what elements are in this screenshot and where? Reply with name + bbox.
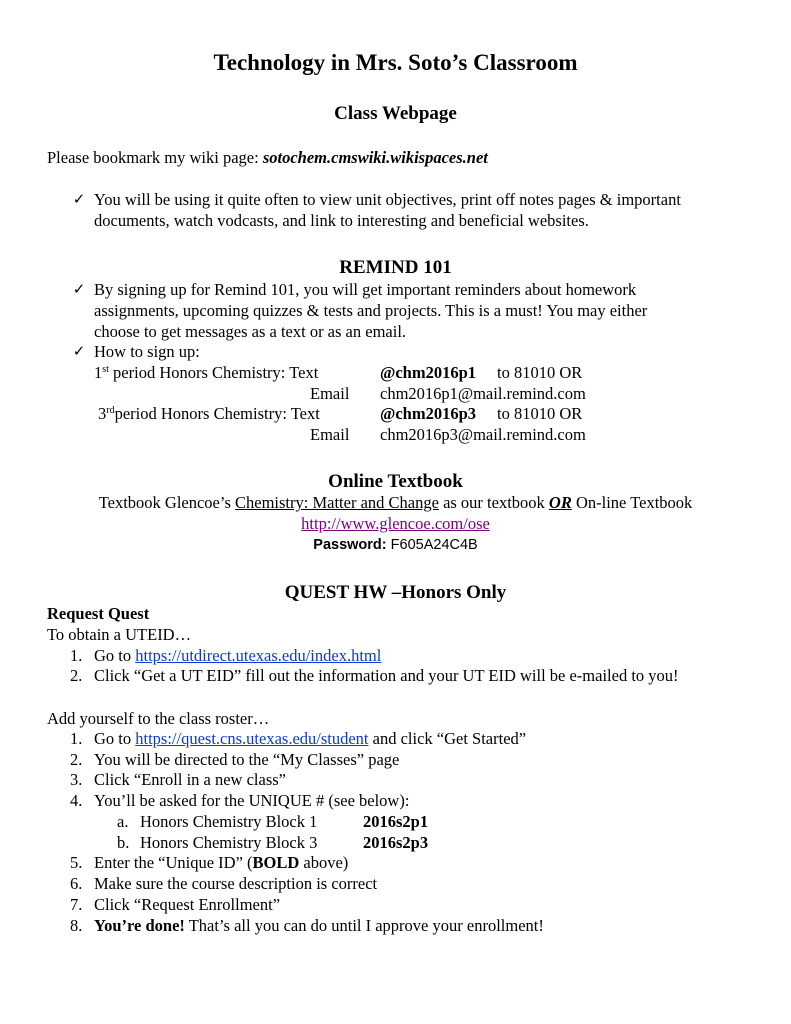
roster-step-6: Make sure the course description is correct [94,874,378,893]
password-label: Password: [313,537,387,553]
quest-heading: QUEST HW –Honors Only [284,582,507,603]
bookmark-prefix: Please bookmark my wiki page: [47,148,259,167]
request-quest-heading: Request Quest [47,604,150,623]
textbook-line: Textbook Glencoe’s Chemistry: Matter and Change as our textbook OR On-line Textbook [98,493,693,512]
page-title: Technology in Mrs. Soto’s Classroom [213,50,578,75]
checkmark-icon: ✓ [72,190,86,208]
signup-heading: How to sign up: [94,342,200,361]
unique-code: 2016s2p1 [363,812,429,831]
unique-code: 2016s2p3 [363,833,429,852]
roster-step-8: You’re done! That’s all you can do until I approve your enrollment! [94,916,544,935]
textbook-url-link[interactable]: http://www.glencoe.com/ose [301,514,490,533]
period3-code: @chm2016p3 [380,404,477,423]
roster-step-num: 1. [70,729,83,748]
bookmark-line [47,150,488,167]
obtain-step-2: Click “Get a UT EID” fill out the information and your UT EID will be e-mailed to you! [94,666,679,685]
obtain-step-1: Go to https://utdirect.utexas.edu/index.html [94,646,382,665]
period1-text-label: 1st period Honors Chemistry: Text [94,363,319,382]
checkmark-icon: ✓ [72,280,86,298]
unique-label: Honors Chemistry Block 3 [140,833,318,852]
period1-email-label: Email [310,384,350,403]
quest-student-link[interactable]: https://quest.cns.utexas.edu/student [135,729,369,748]
checkmark-icon: ✓ [72,342,86,360]
book-title: Chemistry: Matter and Change [235,493,439,512]
unique-letter: b. [117,833,130,852]
roster-step-1: Go to https://quest.cns.utexas.edu/student and click “Get Started” [94,729,527,748]
webpage-bullet-line-2: documents, watch vodcasts, and link to interesting and beneficial websites. [94,211,589,230]
remind-bullet-line-2: assignments, upcoming quizzes & tests and projects. This is a must! You may either [94,301,648,320]
roster-step-num: 2. [70,750,83,769]
period3-email: chm2016p3@mail.remind.com [380,425,586,444]
unique-letter: a. [117,812,129,831]
period1-to: to 81010 OR [497,363,583,382]
roster-step-4: You’ll be asked for the UNIQUE # (see below): [94,791,410,810]
roster-step-num: 6. [70,874,83,893]
unique-label: Honors Chemistry Block 1 [140,812,318,831]
remind-heading: REMIND 101 [339,257,452,278]
utdirect-link[interactable]: https://utdirect.utexas.edu/index.html [135,646,382,665]
obtain-intro: To obtain a UTEID… [47,625,192,644]
roster-step-num: 3. [70,770,83,789]
period1-code: @chm2016p1 [380,363,477,382]
roster-step-num: 4. [70,791,83,810]
password-value: F605A24C4B [386,537,478,553]
password-line [0,538,791,553]
textbook-url-line [0,516,791,533]
textbook-heading: Online Textbook [328,471,463,492]
roster-intro: Add yourself to the class roster… [47,709,270,728]
roster-step-3: Click “Enroll in a new class” [94,770,286,789]
roster-step-7: Click “Request Enrollment” [94,895,281,914]
obtain-step-num: 2. [70,666,83,685]
roster-step-2: You will be directed to the “My Classes” page [94,750,400,769]
remind-bullet-line-3: choose to get messages as a text or as an email. [94,322,407,341]
webpage-bullet-line-1: You will be using it quite often to view unit objectives, print off notes pages & important [94,190,681,209]
period3-to: to 81010 OR [497,404,583,423]
or-word: OR [548,493,572,512]
roster-step-num: 5. [70,853,83,872]
period1-email: chm2016p1@mail.remind.com [380,384,586,403]
obtain-step-num: 1. [70,646,83,665]
roster-step-num: 7. [70,895,83,914]
remind-bullet-line-1: By signing up for Remind 101, you will get important reminders about homework [94,280,637,299]
roster-step-5: Enter the “Unique ID” (BOLD above) [94,853,349,872]
wiki-url: sotochem.cmswiki.wikispaces.net [262,148,488,167]
period3-text-label: 3rdperiod Honors Chemistry: Text [98,404,320,423]
class-webpage-heading: Class Webpage [334,103,457,124]
roster-step-num: 8. [70,916,83,935]
period3-email-label: Email [310,425,350,444]
